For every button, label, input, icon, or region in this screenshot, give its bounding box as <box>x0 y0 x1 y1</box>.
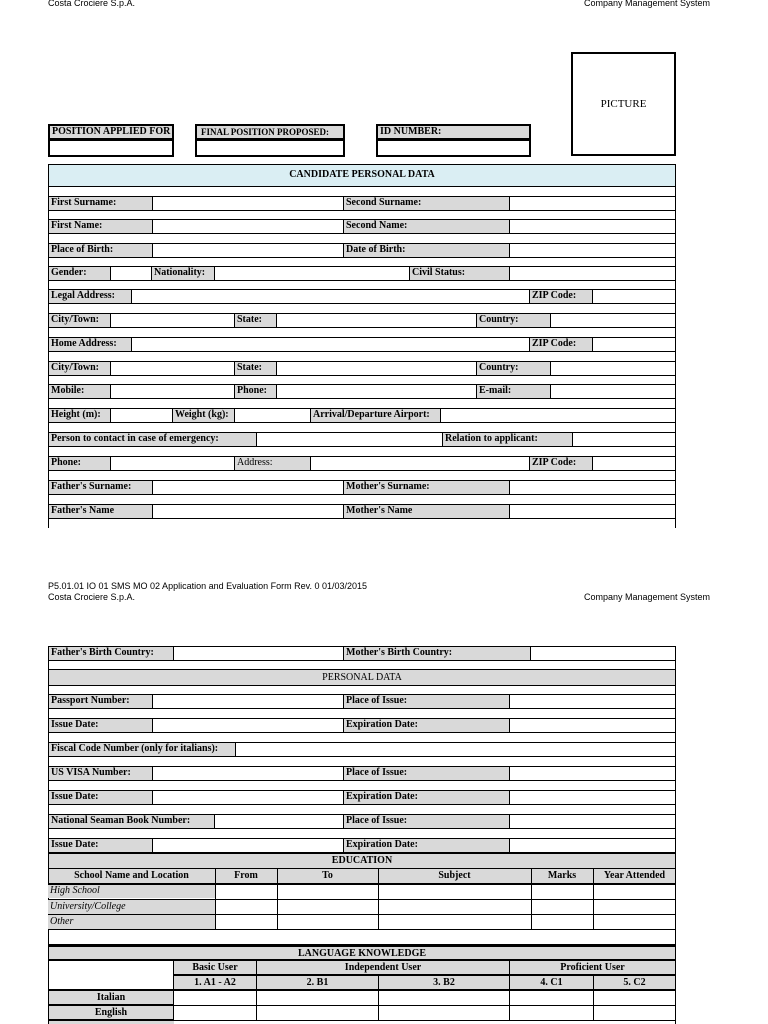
fathers-name-field[interactable] <box>152 504 344 519</box>
fathers-birth-country-field[interactable] <box>173 646 344 661</box>
lang-cell[interactable] <box>593 1005 676 1021</box>
visa-expiration-label: Expiration Date: <box>343 790 510 805</box>
country-label: Country: <box>476 313 551 328</box>
mobile-field[interactable] <box>110 384 235 399</box>
final-position-field[interactable] <box>195 139 345 157</box>
second-name-label: Second Name: <box>343 219 510 234</box>
lang-row-italian: Italian <box>48 990 174 1005</box>
lang-cell[interactable] <box>256 990 379 1006</box>
passport-place-field[interactable] <box>509 694 676 709</box>
fathers-name-label: Father's Name <box>48 504 153 519</box>
edu-divider <box>48 929 676 930</box>
home-country-field[interactable] <box>550 361 676 376</box>
state-label: State: <box>234 313 277 328</box>
passport-number-field[interactable] <box>152 694 344 709</box>
gender-label: Gender: <box>48 266 111 281</box>
picture-label: PICTURE <box>600 98 647 110</box>
seaman-issue-date-label: Issue Date: <box>48 838 153 853</box>
mobile-label: Mobile: <box>48 384 111 399</box>
civil-status-label: Civil Status: <box>409 266 510 281</box>
candidate-section-title: CANDIDATE PERSONAL DATA <box>48 164 676 187</box>
document-reference: P5.01.01 IO 01 SMS MO 02 Application and Evaluation Form Rev. 0 01/03/2015 <box>48 581 368 591</box>
emergency-zip-field[interactable] <box>592 456 676 471</box>
height-label: Height (m): <box>48 408 111 423</box>
lang-cell[interactable] <box>173 990 257 1006</box>
second-surname-field[interactable] <box>509 196 676 211</box>
system-name: Company Management System <box>584 0 711 8</box>
mothers-surname-field[interactable] <box>509 480 676 495</box>
home-zip-code-field[interactable] <box>592 337 676 352</box>
mothers-name-field[interactable] <box>509 504 676 519</box>
place-of-birth-field[interactable] <box>152 243 344 258</box>
fathers-surname-field[interactable] <box>152 480 344 495</box>
lang-level-c1: 4. C1 <box>509 975 594 990</box>
country-field[interactable] <box>550 313 676 328</box>
edu-divider <box>48 914 676 915</box>
seaman-expiration-field[interactable] <box>509 838 676 853</box>
emergency-contact-field[interactable] <box>256 432 443 447</box>
language-title: LANGUAGE KNOWLEDGE <box>48 946 676 960</box>
seaman-book-field[interactable] <box>214 814 344 829</box>
relation-label: Relation to applicant: <box>442 432 573 447</box>
mothers-name-label: Mother's Name <box>343 504 510 519</box>
seaman-place-label: Place of Issue: <box>343 814 510 829</box>
company-name: Costa Crociere S.p.A. <box>48 0 136 8</box>
first-surname-field[interactable] <box>152 196 344 211</box>
passport-expiration-label: Expiration Date: <box>343 718 510 733</box>
height-field[interactable] <box>110 408 173 423</box>
home-state-field[interactable] <box>276 361 477 376</box>
passport-place-label: Place of Issue: <box>343 694 510 709</box>
fathers-surname-label: Father's Surname: <box>48 480 153 495</box>
edu-col-divider <box>215 868 216 930</box>
gender-field[interactable] <box>110 266 152 281</box>
lang-cell[interactable] <box>173 1005 257 1021</box>
education-title: EDUCATION <box>48 853 676 869</box>
visa-issue-date-field[interactable] <box>152 790 344 805</box>
visa-expiration-field[interactable] <box>509 790 676 805</box>
home-city-town-label: City/Town: <box>48 361 111 376</box>
edu-col-divider <box>378 868 379 930</box>
relation-field[interactable] <box>572 432 676 447</box>
lang-cell[interactable] <box>378 1005 510 1021</box>
visa-place-label: Place of Issue: <box>343 766 510 781</box>
nationality-label: Nationality: <box>151 266 215 281</box>
lang-row-next-cells <box>173 1020 676 1024</box>
mothers-surname-label: Mother's Surname: <box>343 480 510 495</box>
second-name-field[interactable] <box>509 219 676 234</box>
first-surname-label: First Surname: <box>48 196 153 211</box>
home-city-town-field[interactable] <box>110 361 235 376</box>
passport-issue-date-field[interactable] <box>152 718 344 733</box>
email-label: E-mail: <box>476 384 551 399</box>
language-corner-cell <box>48 960 174 990</box>
nationality-field[interactable] <box>214 266 410 281</box>
emergency-address-label: Address: <box>234 456 311 471</box>
emergency-phone-label: Phone: <box>48 456 111 471</box>
place-of-birth-label: Place of Birth: <box>48 243 153 258</box>
edu-col-school: School Name and Location <box>74 870 189 881</box>
lang-level-c2: 5. C2 <box>593 975 676 990</box>
edu-col-marks: Marks <box>547 870 577 881</box>
second-surname-label: Second Surname: <box>343 196 510 211</box>
fathers-birth-country-label: Father's Birth Country: <box>48 646 174 661</box>
personal-data-title: PERSONAL DATA <box>48 669 676 686</box>
legal-address-label: Legal Address: <box>48 289 132 304</box>
mothers-birth-country-label: Mother's Birth Country: <box>343 646 531 661</box>
edu-row-high-school: High School <box>48 884 215 898</box>
legal-address-field[interactable] <box>131 289 530 304</box>
lang-cell[interactable] <box>509 1005 594 1021</box>
edu-row-other: Other <box>48 915 215 929</box>
civil-status-field[interactable] <box>509 266 676 281</box>
position-applied-label: POSITION APPLIED FOR <box>48 124 174 140</box>
left-border <box>48 187 49 528</box>
fiscal-code-field[interactable] <box>235 742 676 757</box>
fiscal-code-label: Fiscal Code Number (only for italians): <box>48 742 236 757</box>
lang-row-english: English <box>48 1005 174 1020</box>
state-field[interactable] <box>276 313 477 328</box>
edu-divider <box>48 899 676 900</box>
edu-col-subject: Subject <box>438 870 471 881</box>
home-address-label: Home Address: <box>48 337 132 352</box>
lang-group-independent: Independent User <box>256 960 510 975</box>
first-name-label: First Name: <box>48 219 153 234</box>
passport-issue-date-label: Issue Date: <box>48 718 153 733</box>
system-name-page2: Company Management System <box>584 592 711 602</box>
passport-number-label: Passport Number: <box>48 694 153 709</box>
visa-place-field[interactable] <box>509 766 676 781</box>
home-state-label: State: <box>234 361 277 376</box>
seaman-place-field[interactable] <box>509 814 676 829</box>
home-zip-code-label: ZIP Code: <box>529 337 593 352</box>
lang-cell[interactable] <box>256 1005 379 1021</box>
phone-label: Phone: <box>234 384 277 399</box>
seaman-expiration-label: Expiration Date: <box>343 838 510 853</box>
phone-field[interactable] <box>276 384 477 399</box>
airport-label: Arrival/Departure Airport: <box>310 408 441 423</box>
seaman-book-label: National Seaman Book Number: <box>48 814 215 829</box>
id-number-label: ID NUMBER: <box>376 124 531 140</box>
lang-level-b1: 2. B1 <box>256 975 379 990</box>
lang-level-a1a2: 1. A1 - A2 <box>173 975 257 990</box>
zip-code-field[interactable] <box>592 289 676 304</box>
weight-field[interactable] <box>234 408 311 423</box>
edu-col-divider <box>277 868 278 930</box>
emergency-address-field[interactable] <box>310 456 530 471</box>
edu-row-university: University/College <box>48 900 215 914</box>
right-border <box>675 187 676 528</box>
lang-group-basic: Basic User <box>173 960 257 975</box>
emergency-zip-label: ZIP Code: <box>529 456 593 471</box>
visa-issue-date-label: Issue Date: <box>48 790 153 805</box>
city-town-field[interactable] <box>110 313 235 328</box>
edu-col-divider <box>531 868 532 930</box>
edu-col-year: Year Attended <box>603 870 666 881</box>
final-position-label: FINAL POSITION PROPOSED: <box>195 124 345 140</box>
mothers-birth-country-field[interactable] <box>530 646 676 661</box>
zip-code-label: ZIP Code: <box>529 289 593 304</box>
lang-cell[interactable] <box>378 990 510 1006</box>
position-applied-field[interactable] <box>48 139 174 157</box>
emergency-phone-field[interactable] <box>110 456 235 471</box>
first-name-field[interactable] <box>152 219 344 234</box>
date-of-birth-label: Date of Birth: <box>343 243 510 258</box>
edu-divider <box>48 884 676 885</box>
date-of-birth-field[interactable] <box>509 243 676 258</box>
edu-col-divider <box>593 868 594 930</box>
company-name-page2: Costa Crociere S.p.A. <box>48 592 136 602</box>
us-visa-label: US VISA Number: <box>48 766 153 781</box>
emergency-contact-label: Person to contact in case of emergency: <box>48 432 257 447</box>
airport-field[interactable] <box>440 408 676 423</box>
lang-row-next <box>48 1020 174 1024</box>
edu-col-from: From <box>234 870 258 881</box>
picture-box[interactable] <box>571 52 676 156</box>
home-address-field[interactable] <box>131 337 530 352</box>
seaman-issue-date-field[interactable] <box>152 838 344 853</box>
lang-level-b2: 3. B2 <box>378 975 510 990</box>
lang-cell[interactable] <box>509 990 594 1006</box>
weight-label: Weight (kg): <box>172 408 235 423</box>
lang-cell[interactable] <box>593 990 676 1006</box>
edu-col-to: To <box>322 870 333 881</box>
lang-group-proficient: Proficient User <box>509 960 676 975</box>
email-field[interactable] <box>550 384 676 399</box>
city-town-label: City/Town: <box>48 313 111 328</box>
id-number-field[interactable] <box>376 139 531 157</box>
passport-expiration-field[interactable] <box>509 718 676 733</box>
us-visa-field[interactable] <box>152 766 344 781</box>
home-country-label: Country: <box>476 361 551 376</box>
